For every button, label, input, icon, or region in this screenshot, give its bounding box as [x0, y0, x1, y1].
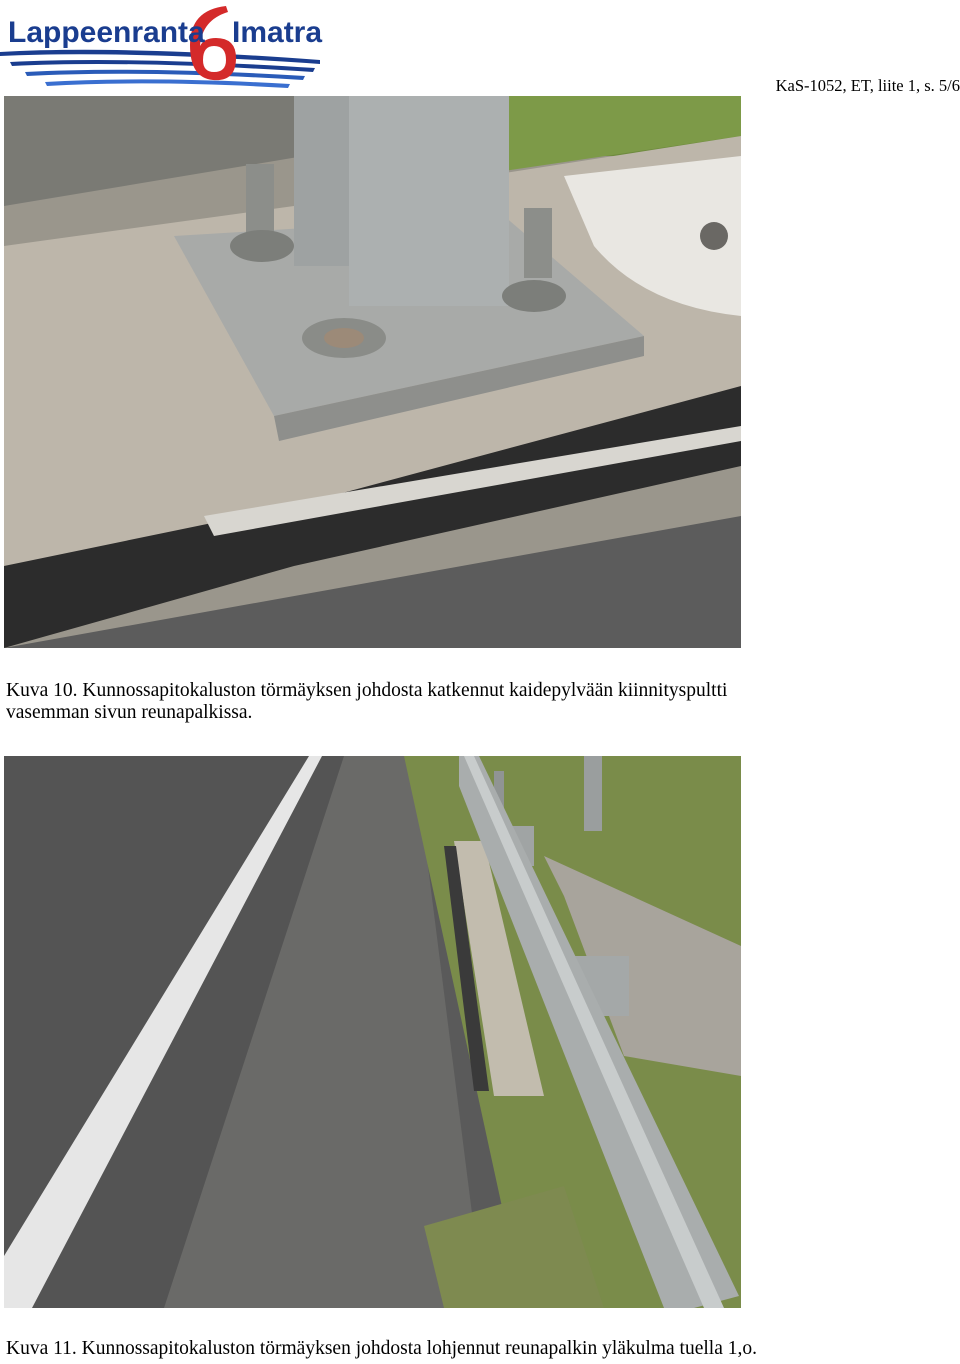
figure-10-caption-line2: vasemman sivun reunapalkissa. — [6, 702, 253, 723]
svg-text:Imatra: Imatra — [232, 16, 323, 49]
svg-text:Lappeenranta: Lappeenranta — [8, 16, 205, 49]
photo-broken-bolt — [4, 96, 741, 648]
photo-guardrail-edge-beam — [4, 756, 741, 1308]
lappeenranta-imatra-logo — [0, 0, 330, 95]
figure-11-caption: Kuva 11. Kunnossapitokaluston törmäyksen johdosta lohjennut reunapalkin yläkulma tuella 1,o. — [6, 1338, 757, 1359]
figure-10-caption — [6, 680, 946, 724]
figure-10-caption-line1: Kuva 10. Kunnossapitokaluston törmäyksen johdosta katkennut kaidepylvään kiinnityspultti — [6, 680, 728, 701]
document-reference: KaS-1052, ET, liite 1, s. 5/6 — [775, 76, 960, 95]
